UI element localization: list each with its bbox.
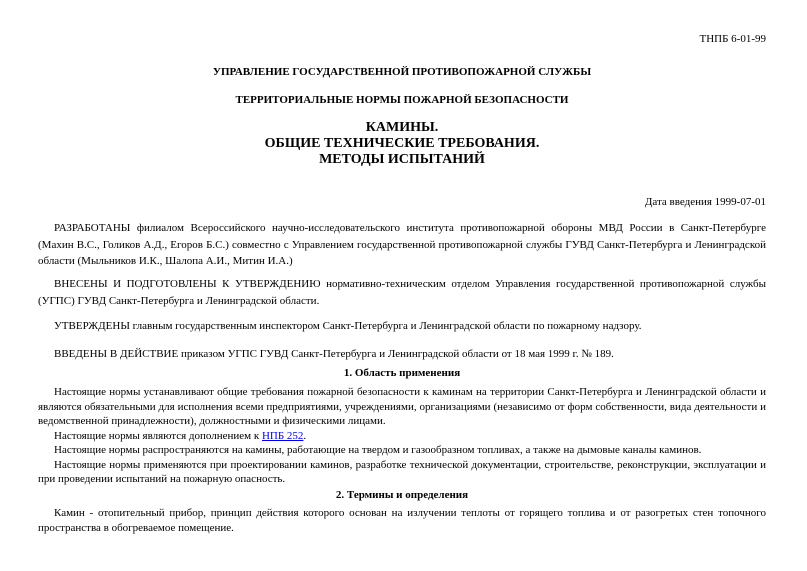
enacted-paragraph: ВВЕДЕНЫ В ДЕЙСТВИЕ приказом УГПС ГУВД Санкт-Петербурга и Ленинградской области от 18 мая 1999 г. № 189. bbox=[54, 348, 614, 360]
norms-type-heading: ТЕРРИТОРИАЛЬНЫЕ НОРМЫ ПОЖАРНОЙ БЕЗОПАСНОСТИ bbox=[235, 94, 569, 106]
title-line-3: МЕТОДЫ ИСПЫТАНИЙ bbox=[319, 152, 485, 167]
document-title bbox=[38, 120, 766, 168]
agency-heading: УПРАВЛЕНИЕ ГОСУДАРСТВЕННОЙ ПРОТИВОПОЖАРНОЙ СЛУЖБЫ bbox=[212, 66, 592, 78]
submitted-paragraph: ВНЕСЕНЫ И ПОДГОТОВЛЕНЫ К УТВЕРЖДЕНИЮ нормативно-техническим отделом Управления государственной противопожарной службы (УГПС) ГУВД Санкт-Петербурга и Ленинградской области. bbox=[38, 278, 766, 307]
scope-paragraph-3: Настоящие нормы распространяются на камины, работающие на твердом и газообразном топливах, а также на дымовые каналы каминов. bbox=[54, 444, 702, 456]
section-1-heading: 1. Область применения bbox=[343, 367, 461, 379]
section-1-body bbox=[38, 385, 766, 487]
title-line-1: КАМИНЫ. bbox=[365, 120, 439, 135]
scope-paragraph-1: Настоящие нормы устанавливают общие требования пожарной безопасности к каминам на территории Санкт-Петербурга и Ленинградской области и являются обязательными для исполнения всеми предприятиями, учреждениями, организациями (независимо от форм собственности, вида деятельности и ведомственной принадлежности), должностными и физическими лицами. bbox=[38, 386, 766, 427]
scope-paragraph-2 bbox=[38, 429, 766, 444]
document-code: ТНПБ 6-01-99 bbox=[699, 33, 766, 45]
intro-date: Дата введения 1999-07-01 bbox=[644, 196, 766, 208]
approved-paragraph: УТВЕРЖДЕНЫ главным государственным инспектором Санкт-Петербурга и Ленинградской области по пожарному надзору. bbox=[54, 320, 642, 332]
npb-252-link[interactable]: НПБ 252 bbox=[261, 429, 304, 442]
developed-paragraph: РАЗРАБОТАНЫ филиалом Всероссийского научно-исследовательского института противопожарной обороны МВД России в Санкт-Петербурге (Махин В.С., Голиков А.Д., Егоров Б.С.) совместно с Управлением государственной противопожарной службы ГУВД Санкт-Петербурга и Ленинградской области (Мыльников И.К., Шалопа А.И., Митин И.А.) bbox=[38, 222, 766, 267]
section-2-body bbox=[38, 506, 766, 535]
document-page bbox=[38, 0, 766, 571]
scope-paragraph-2-text: Настоящие нормы являются дополнением к bbox=[54, 429, 262, 442]
definition-paragraph-1: Камин - отопительный прибор, принцип действия которого основан на излучении теплоты от горящего топлива и от разогретых стен топочного пространства в обогреваемое помещение. bbox=[38, 507, 766, 534]
scope-paragraph-4: Настоящие нормы применяются при проектировании каминов, разработке технической документации, строительстве, реконструкции, эксплуатации и при проведении испытаний на пожарную опасность. bbox=[38, 458, 766, 485]
section-2-heading: 2. Термины и определения bbox=[335, 489, 469, 501]
title-line-2: ОБЩИЕ ТЕХНИЧЕСКИЕ ТРЕБОВАНИЯ. bbox=[264, 136, 540, 151]
scope-paragraph-2-end: . bbox=[303, 429, 307, 442]
